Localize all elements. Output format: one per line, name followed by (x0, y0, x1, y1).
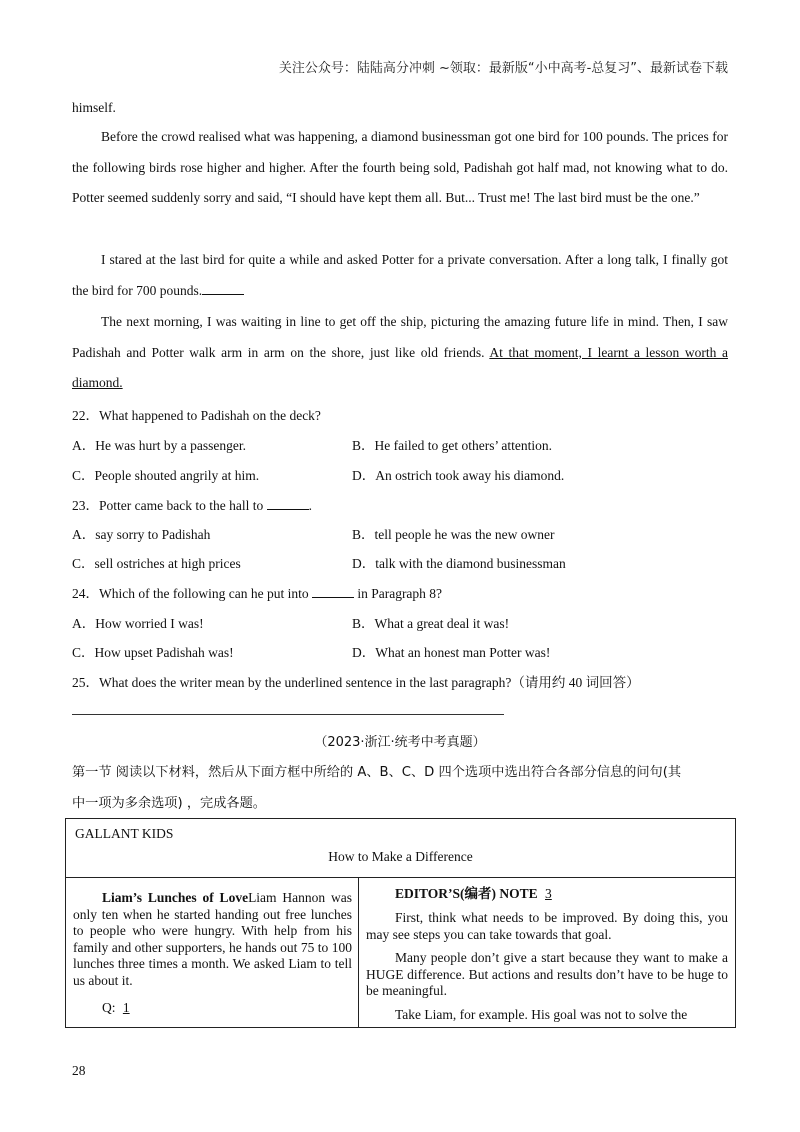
left-cell-paragraph (73, 890, 352, 989)
answer-blank (312, 585, 354, 598)
question-23-stem (72, 494, 312, 514)
question-24-option-b: B．What a great deal it was! (352, 616, 510, 631)
section-instruction-line-2: 中一项为多余选项) ，完成各题。 (72, 796, 266, 811)
question-24-stem-text: 24．Which of the following can he put into (72, 586, 309, 601)
question-23-stem-end: . (308, 498, 312, 513)
blank-number-1: 1 (122, 1000, 130, 1015)
underlined-sentence: At that moment, I learnt a lesson worth a diamond. (72, 344, 728, 391)
editor-note-paragraph-1: First, think what needs to be improved. By doing this, you may see steps you can take towards that goal. (366, 910, 728, 942)
table-left-cell (73, 890, 352, 1016)
passage-paragraph-2-text: I stared at the last bird for quite a while and asked Potter for a private conversation. After a long talk, I finally got the bird for 700 pounds. (72, 252, 728, 298)
editor-note-heading (366, 885, 728, 903)
question-label: Q: (102, 1000, 116, 1015)
question-23-stem-text: 23．Potter came back to the hall to (72, 498, 264, 513)
table-brand: GALLANT KIDS (75, 826, 174, 841)
question-22-stem: 22．What happened to Padishah on the deck? (72, 408, 321, 423)
table-subtitle: How to Make a Difference (328, 849, 473, 864)
blank-number-3: 3 (545, 886, 552, 901)
question-25-stem: 25．What does the writer mean by the underlined sentence in the last paragraph?（请用约 40 词回答） (72, 675, 640, 690)
page-header: 关注公众号：陆陆高分冲刺 ~领取：最新版“小中高考-总复习”、最新试卷下载 (278, 61, 728, 76)
passage-paragraph-3 (72, 307, 728, 399)
question-22-option-c: C．People shouted angrily at him. (72, 468, 260, 483)
left-cell-body: Liam Hannon was only ten when he started handing out free lunches to people who were hungry. With help from his family and other supporters, he hands out 75 to 100 lunches three times a month. We asked Liam to tell us about it. (73, 890, 352, 988)
table-right-cell (366, 885, 728, 1023)
question-23-option-b: B．tell people he was the new owner (352, 527, 555, 542)
question-24-stem-end: in Paragraph 8? (357, 586, 443, 601)
question-22-option-b: B．He failed to get others’ attention. (352, 438, 552, 453)
passage-paragraph-3-text: The next morning, I was waiting in line to get off the ship, picturing the amazing future life in mind. Then, I saw Padishah and Potter walk arm in arm on the shore, just like old friends. (72, 314, 728, 360)
answer-blank (267, 497, 309, 510)
question-24-option-a: A．How worried I was! (72, 616, 204, 631)
editor-note-paragraph-3: Take Liam, for example. His goal was not to solve the (395, 1006, 688, 1022)
answer-blank (202, 282, 244, 295)
section-source: （2023·浙江·统考中考真题） (314, 735, 486, 750)
section-instruction-line-1: 第一节 阅读以下材料，然后从下面方框中所给的 A、B、C、D 四个选项中选出符合各部分信息的问句(其 (72, 765, 682, 780)
question-24-option-d: D．What an honest man Potter was! (352, 645, 551, 660)
question-24-option-c: C．How upset Padishah was! (72, 645, 234, 660)
left-cell-title: Liam’s Lunches of Love (102, 890, 249, 905)
question-22-option-a: A．He was hurt by a passenger. (72, 438, 246, 453)
answer-line (72, 714, 504, 715)
question-24-stem (72, 582, 442, 602)
passage-paragraph-2 (72, 245, 728, 306)
question-22-option-d: D．An ostrich took away his diamond. (352, 468, 565, 483)
editor-note-title: EDITOR’S(编者) NOTE (395, 886, 538, 901)
editor-note-paragraph-2: Many people don’t give a start because they want to make a HUGE difference. But actions and results don’t have to be huge to be meaningful. (366, 950, 728, 998)
table-column-divider (358, 877, 359, 1027)
passage-fragment: himself. (72, 100, 116, 115)
passage-paragraph-1: Before the crowd realised what was happening, a diamond businessman got one bird for 100 pounds. The prices for the following birds rose higher and higher. After the fourth being sold, Padishah got half mad, not knowing what to do. Potter seemed suddenly sorry and said, “I should have kept them all. But... Trust me! The last bird must be the one.” (72, 129, 728, 206)
left-cell-question (73, 1000, 352, 1016)
question-23-option-d: D．talk with the diamond businessman (352, 556, 566, 571)
reading-table (65, 818, 736, 1028)
question-23-option-c: C．sell ostriches at high prices (72, 556, 241, 571)
page-number: 28 (72, 1063, 86, 1078)
table-divider (66, 877, 735, 878)
question-23-option-a: A．say sorry to Padishah (72, 527, 211, 542)
